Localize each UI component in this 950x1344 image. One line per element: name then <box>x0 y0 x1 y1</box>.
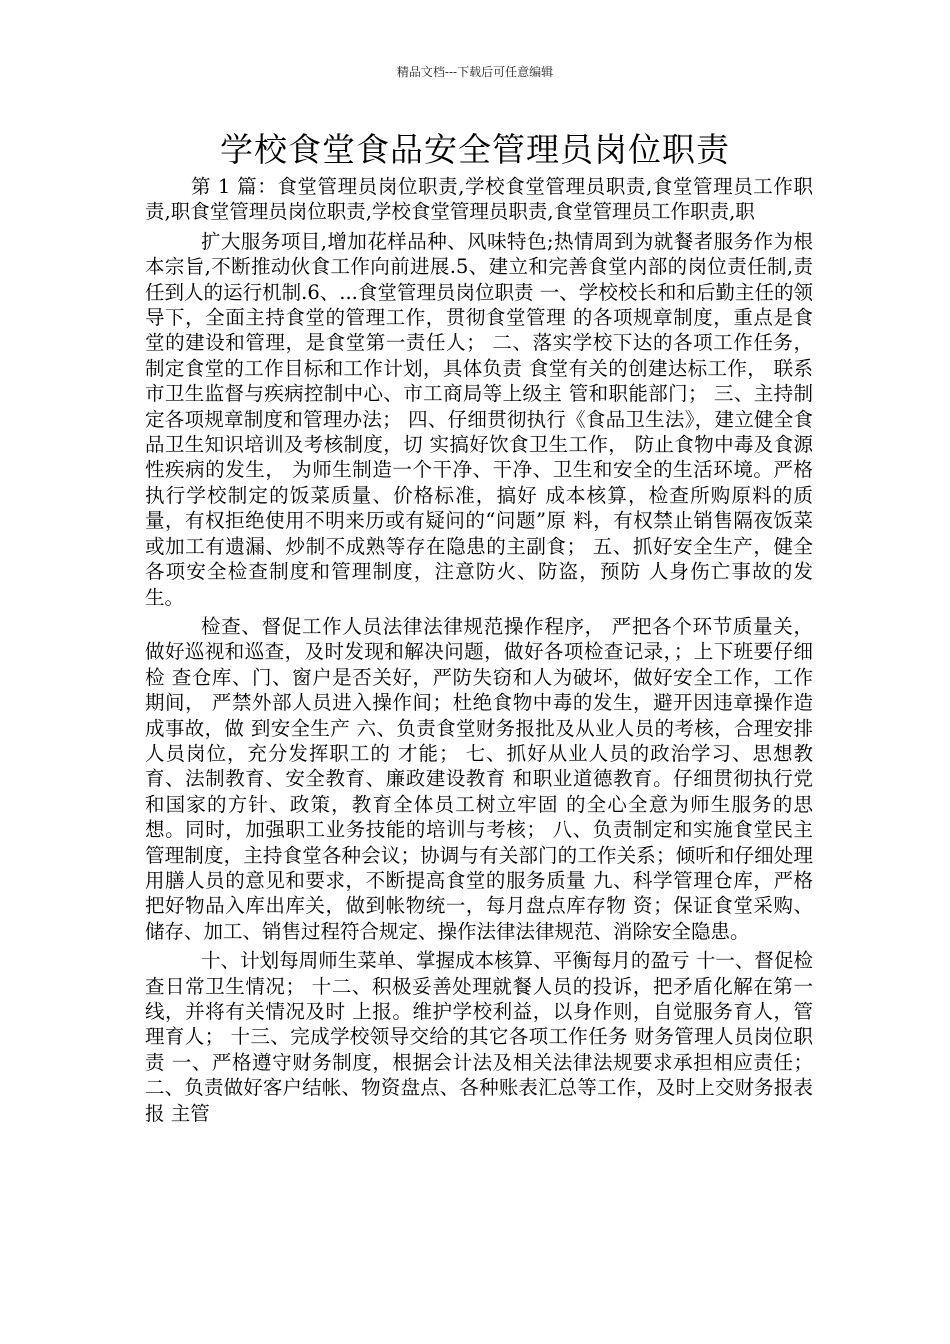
paragraph-3: 检查、督促工作人员法律法律规范操作程序， 严把各个环节质量关， 做好巡视和巡查，及时发现和解决问题，做好各项检查记录，；上下班要仔细检 查仓库、门、窗户是否关好，严防失窃和人为破坏，做好安全工作，工作期间， 严禁外部人员进入操作间；杜绝食物中毒的发生，避开因违章操作造成事故，做 到安全生产 六、负责食堂财务报批及从业人员的考核，合理安排人员岗位，充分发挥职工的 才能； 七、抓好从业人员的政治学习、思想教育、法制教育、安全教育、廉政建设教育 和职业道德教育。仔细贯彻执行党和国家的方针、政策，教育全体员工树立牢固 的全心全意为师生服务的思想。同时，加强职工业务技能的培训与考核； 八、负责制定和实施食堂民主管理制度，主持食堂各种会议；协调与有关部门的工作关系；倾听和仔细处理用膳人员的意见和要求，不断提高食堂的服务质量 九、科学管理仓库，严格把好物品入库出库关，做到帐物统一，每月盘点库存物 资；保证食堂采购、储存、加工、销售过程符合规定、操作法律法律规范、消除安全隐患。 <box>145 614 813 943</box>
page-header: 精品文档---下载后可任意编辑 <box>396 65 554 79</box>
paragraph-1: 第 1 篇：食堂管理员岗位职责,学校食堂管理员职责,食堂管理员工作职责,职食堂管理员岗位职责,学校食堂管理员职责,食堂管理员工作职责,职 <box>145 175 813 224</box>
document-body <box>145 174 813 1130</box>
document-title: 学校食堂食品安全管理员岗位职责 <box>220 130 730 169</box>
paragraph-4: 十、计划每周师生菜单、掌握成本核算、平衡每月的盈亏 十一、督促检查日常卫生情况； 十二、积极妥善处理就餐人员的投诉，把矛盾化解在第一线，并将有关情况及时 上报。维护学校利益，以身作则，自觉服务育人，管理育人； 十三、完成学校领导交给的其它各项工作任务 财务管理人员岗位职责 一、严格遵守财务制度，根据会计法及相关法律法规要求承担相应责任； 二、负责做好客户结帐、物资盘点、各种账表汇总等工作，及时上交财务报表报 主管 <box>145 949 813 1125</box>
paragraph-2: 扩大服务项目,增加花样品种、风味特色;热情周到为就餐者服务作为根本宗旨,不断推动伙食工作向前进展.5、建立和完善食堂内部的岗位责任制,责任到人的运行机制.6、...食堂管理员岗位职责 一、学校校长和和后勤主任的领导下，全面主持食堂的管理工作，贯彻食堂管理 的各项规章制度，重点是食堂的建设和管理，是食堂第一责任人； 二、落实学校下达的各项工作任务，制定食堂的工作目标和工作计划，具体负责 食堂有关的创建达标工作， 联系市卫生监督与疾病控制中心、市工商局等上级主 管和职能部门； 三、主持制定各项规章制度和管理办法； 四、仔细贯彻执行《食品卫生法》，建立健全食品卫生知识培训及考核制度，切 实搞好饮食卫生工作， 防止食物中毒及食源性疾病的发生， 为师生制造一个干净、干净、卫生和安全的生活环境。严格执行学校制定的饭菜质量、价格标准，搞好 成本核算，检查所购原料的质量，有权拒绝使用不明来历或有疑问的“问题”原 料，有权禁止销售隔夜饭菜或加工有遗漏、炒制不成熟等存在隐患的主副食； 五、抓好安全生产，健全各项安全检查制度和管理制度，注意防火、防盗，预防 人身伤亡事故的发生。 <box>145 229 813 609</box>
